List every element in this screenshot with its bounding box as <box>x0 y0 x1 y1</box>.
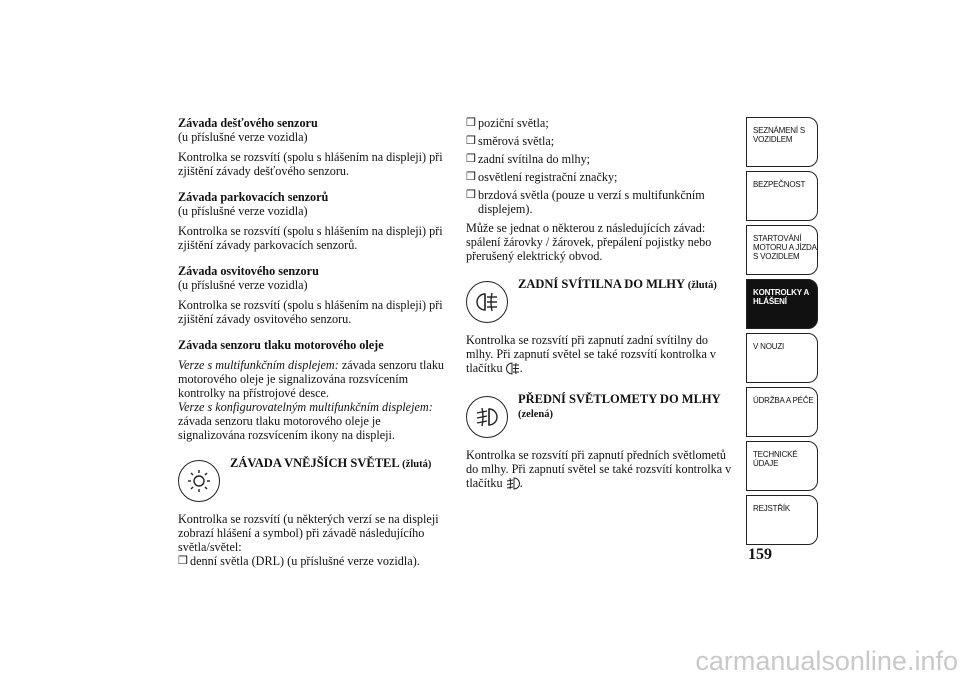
tab-warning-lights[interactable]: KONTROLKY A HLÁŠENÍ <box>746 279 818 329</box>
front-fog-title <box>518 386 734 422</box>
oil-pressure-v1-label: Verze s multifunkčním displejem: <box>178 358 339 372</box>
light-sensor-section <box>178 264 448 326</box>
rear-fog-body <box>466 333 734 378</box>
list-item-text: brzdová světla (pouze u verzí s multifunkčním displejem). <box>478 188 705 216</box>
exterior-light-failure-icon <box>178 460 220 502</box>
list-item <box>466 188 734 216</box>
rear-fog-color: (žlutá) <box>687 280 717 291</box>
oil-pressure-title: Závada senzoru tlaku motorového oleje <box>178 338 384 352</box>
light-list <box>466 116 734 216</box>
checkbox-bullet-icon: ❒ <box>466 189 476 201</box>
oil-pressure-v1-text: závada senzoru tlaku motorového oleje je signalizována rozsvícením kontrolky na přístrojové desce. <box>178 358 445 400</box>
front-fog-body-text: Kontrolka se rozsvítí při zapnutí předních světlometů do mlhy. Při zapnutí světel se také rozsvítí kontrolka v tlačítku <box>466 448 732 490</box>
tab-safety[interactable]: BEZPEČNOST <box>746 171 818 221</box>
list-item-text: poziční světla; <box>478 116 549 130</box>
rain-sensor-note: (u příslušné verze vozidla) <box>178 130 308 144</box>
front-fog-body <box>466 448 734 493</box>
watermark: carmanualsonline.info <box>695 646 958 676</box>
list-item-text: osvětlení registrační značky; <box>478 170 618 184</box>
tab-technical-data[interactable]: TECHNICKÉ ÚDAJE <box>746 441 818 491</box>
exterior-lights-body: Kontrolka se rozsvítí (u některých verzí se na displeji zobrazí hlášení a symbol) při závadě následujícího světla/světel: <box>178 512 439 554</box>
exterior-lights-color: (žlutá) <box>402 459 432 470</box>
rain-sensor-title: Závada dešťového senzoru <box>178 116 318 130</box>
list-item <box>466 134 734 148</box>
rear-fog-title <box>518 271 734 293</box>
light-sensor-note: (u příslušné verze vozidla) <box>178 278 308 292</box>
oil-pressure-section <box>178 338 448 442</box>
parking-sensors-section <box>178 190 448 252</box>
rear-fog-section <box>466 271 734 378</box>
list-item <box>466 170 734 184</box>
faults-text: Může se jednat o některou z následujících závad: spálení žárovky / žárovek, přepálení pojistky nebo přerušený elektrický obvod. <box>466 221 712 263</box>
checkbox-bullet-icon: ❒ <box>466 117 476 129</box>
checkbox-bullet-icon: ❒ <box>178 555 188 567</box>
rear-fog-button-icon <box>506 362 520 378</box>
parking-sensors-body: Kontrolka se rozsvítí (spolu s hlášením na displeji) při zjištění závady parkovacích senzorů. <box>178 224 443 252</box>
list-item-text: směrová světla; <box>478 134 555 148</box>
oil-pressure-version-1 <box>178 358 448 400</box>
right-column <box>466 116 734 501</box>
oil-pressure-v2-label: Verze s konfigurovatelným multifunkčním displejem: <box>178 400 433 414</box>
list-item-text: denní světla (DRL) (u příslušné verze vozidla). <box>190 554 420 568</box>
rear-fog-title-text: ZADNÍ SVÍTILNA DO MLHY <box>518 277 685 291</box>
front-fog-section <box>466 386 734 493</box>
front-fog-light-icon <box>466 396 508 438</box>
light-sensor-body: Kontrolka se rozsvítí (spolu s hlášením na displeji) při zjištění závady osvitového senzoru. <box>178 298 443 326</box>
rain-sensor-body: Kontrolka se rozsvítí (spolu s hlášením na displeji) při zjištění závady dešťového senzoru. <box>178 150 443 178</box>
exterior-lights-section <box>178 450 448 568</box>
rear-fog-body-end: . <box>519 361 523 375</box>
list-item <box>466 152 734 166</box>
list-item-text: zadní svítilna do mlhy; <box>478 152 591 166</box>
list-item <box>178 554 448 568</box>
parking-sensors-note: (u příslušné verze vozidla) <box>178 204 308 218</box>
tab-emergency[interactable]: V NOUZI <box>746 333 818 383</box>
front-fog-title-text: PŘEDNÍ SVĚTLOMETY DO MLHY <box>518 392 721 406</box>
exterior-lights-title <box>230 450 448 472</box>
checkbox-bullet-icon: ❒ <box>466 171 476 183</box>
tab-index[interactable]: REJSTŘÍK <box>746 495 818 545</box>
rear-fog-light-icon <box>466 281 508 323</box>
chapter-tabs <box>746 117 818 549</box>
oil-pressure-version-2 <box>178 400 448 442</box>
front-fog-body-end: . <box>519 476 523 490</box>
front-fog-color: (zelená) <box>518 409 553 420</box>
light-sensor-title: Závada osvitového senzoru <box>178 264 319 278</box>
front-fog-button-icon <box>506 477 520 493</box>
list-item <box>466 116 734 130</box>
checkbox-bullet-icon: ❒ <box>466 135 476 147</box>
parking-sensors-title: Závada parkovacích senzorů <box>178 190 329 204</box>
rear-fog-body-text: Kontrolka se rozsvítí při zapnutí zadní svítilny do mlhy. Při zapnutí světel se také rozsvítí kontrolka v tlačítku <box>466 333 717 375</box>
oil-pressure-v2-text: závada senzoru tlaku motorového oleje je signalizována rozsvícením ikony na displeji. <box>178 414 395 442</box>
tab-maintenance[interactable]: ÚDRŽBA A PÉČE <box>746 387 818 437</box>
tab-starting-driving[interactable]: STARTOVÁNÍ MOTORU A JÍZDA S VOZIDLEM <box>746 225 818 275</box>
tab-introduction[interactable]: SEZNÁMENÍ S VOZIDLEM <box>746 117 818 167</box>
page-number: 159 <box>748 546 772 563</box>
rain-sensor-section <box>178 116 448 178</box>
exterior-lights-title-text: ZÁVADA VNĚJŠÍCH SVĚTEL <box>230 456 400 470</box>
left-column <box>178 116 448 576</box>
checkbox-bullet-icon: ❒ <box>466 153 476 165</box>
